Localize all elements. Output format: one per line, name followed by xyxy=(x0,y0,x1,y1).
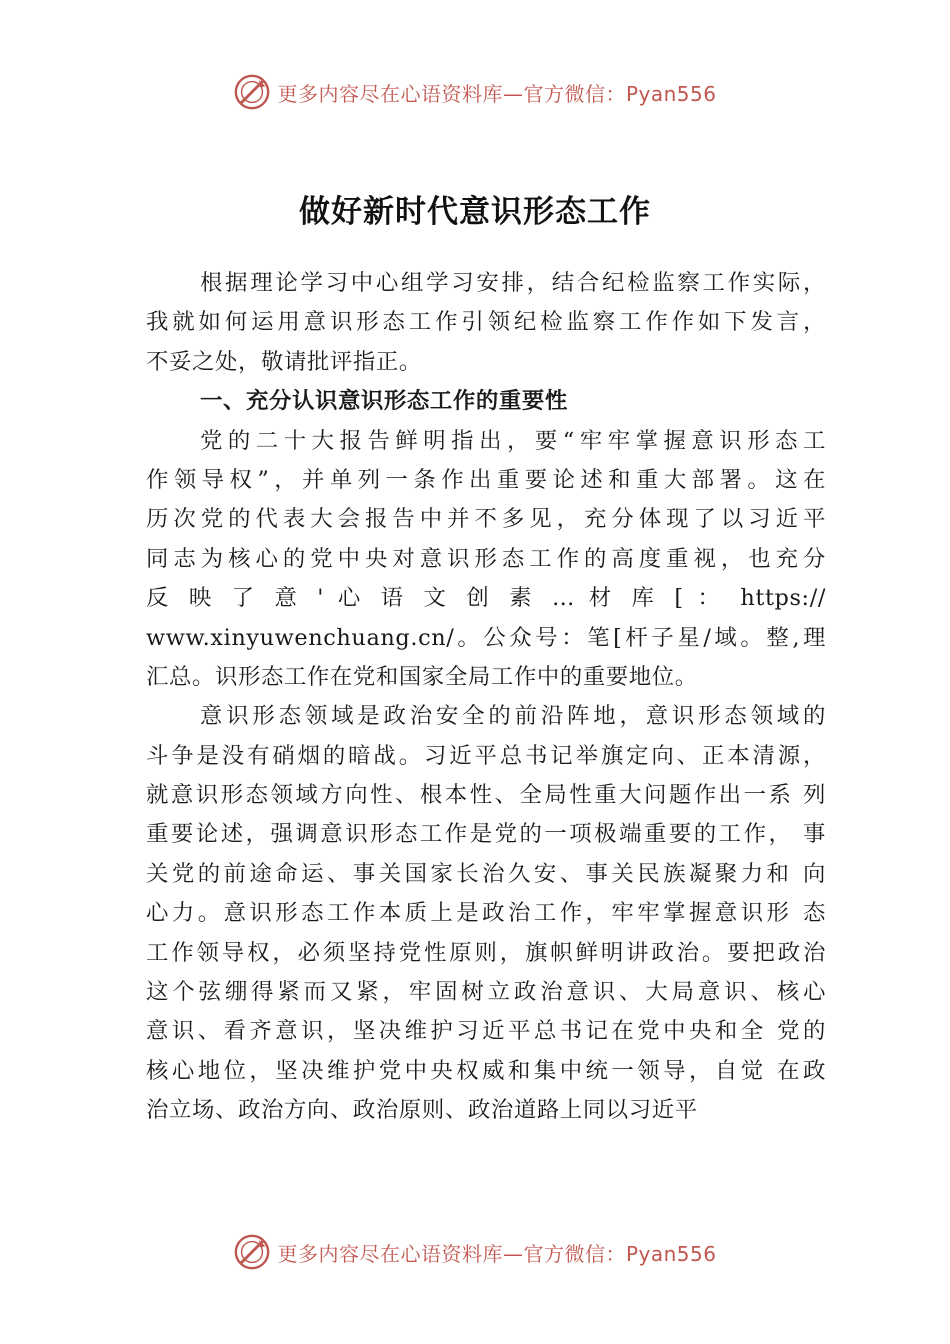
paragraph-line: 斗争是没有硝烟的暗战。习近平总书记举旗定向、正本清源， xyxy=(146,742,826,769)
page-title: 做好新时代意识形态工作 xyxy=(299,194,651,230)
paragraph-line: 作领导权”，并单列一条作出重要论述和重大部署。这在 xyxy=(146,466,826,493)
paragraph-line: 历次党的代表大会报告中并不多见，充分体现了以习近平 xyxy=(146,506,826,533)
section-heading: 一、充分认识意识形态工作的重要性 xyxy=(200,388,568,415)
paragraph-line: 党的二十大报告鲜明指出，要“牢牢掌握意识形态工 xyxy=(200,427,826,454)
paragraph-line: 汇总。识形态工作在党和国家全局工作中的重要地位。 xyxy=(146,663,698,690)
paragraph-line: 就意识形态领域方向性、根本性、全局性重大问题作出一系 列 xyxy=(146,782,826,809)
paragraph-line: 工作领导权，必须坚持党性原则，旗帜鲜明讲政治。要把政治 xyxy=(146,939,826,966)
paragraph-line: 意识形态领域是政治安全的前沿阵地，意识形态领域的 xyxy=(200,703,826,730)
document-body xyxy=(146,264,826,1131)
footer-watermark-banner xyxy=(0,1230,950,1274)
watermark-text: 更多内容尽在心语资料库—官方微信：Pyan556 xyxy=(277,81,717,106)
paragraph-line: 关党的前途命运、事关国家长治久安、事关民族凝聚力和 向 xyxy=(146,860,826,887)
watermark-text: 更多内容尽在心语资料库—官方微信：Pyan556 xyxy=(277,1241,717,1266)
paragraph-line: 反 映 了 意 ' 心 语 文 创 素 … 材 库 [ ： https:// xyxy=(146,585,826,612)
paragraph-line: 核心地位，坚决维护党中央权威和集中统一领导，自觉 在政 xyxy=(146,1057,826,1084)
paragraph-line: 根据理论学习中心组学习安排，结合纪检监察工作实际， xyxy=(200,270,826,296)
paragraph-line: 同志为核心的党中央对意识形态工作的高度重视，也充分 xyxy=(146,545,826,572)
paragraph-line: 我就如何运用意识形态工作引领纪检监察工作作如下发言， xyxy=(146,309,826,336)
paragraph-line: 重要论述，强调意识形态工作是党的一项极端重要的工作， 事 xyxy=(146,821,826,848)
seal-logo-icon xyxy=(233,73,271,111)
paragraph-line: 意识、看齐意识，坚决维护习近平总书记在党中央和全 党的 xyxy=(146,1018,826,1045)
paragraph-line: 这个弦绷得紧而又紧，牢固树立政治意识、大局意识、核心 xyxy=(146,979,826,1006)
paragraph-line: 不妥之处，敬请批评指正。 xyxy=(146,348,422,375)
seal-logo-icon xyxy=(233,1233,271,1271)
paragraph-line: 心力。意识形态工作本质上是政治工作，牢牢掌握意识形 态 xyxy=(146,900,826,927)
paragraph-line: www.xinyuwenchuang.cn/。公众号：笔[杆子星/域。整,理 xyxy=(146,624,826,651)
paragraph-line: 治立场、政治方向、政治原则、政治道路上同以习近平 xyxy=(146,1097,698,1124)
header-watermark-banner xyxy=(0,70,950,114)
